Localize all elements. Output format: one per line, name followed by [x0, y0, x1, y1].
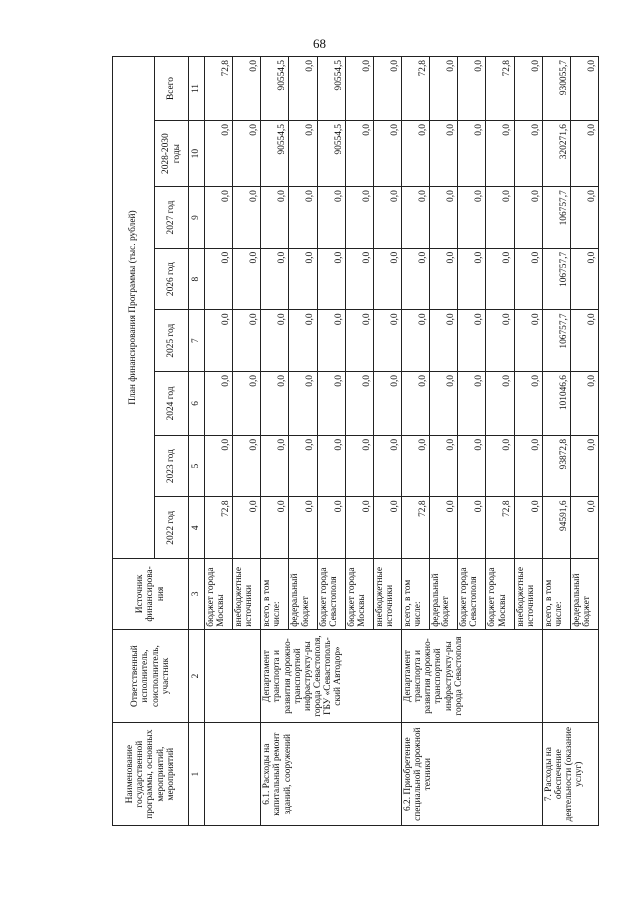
- funding-value: 0,0: [570, 187, 598, 249]
- funding-value: 0,0: [261, 497, 289, 559]
- activity-name: [205, 723, 261, 826]
- funding-value: 0,0: [430, 497, 458, 559]
- funding-value: 72,8: [486, 57, 514, 121]
- funding-value: 0,0: [317, 310, 345, 372]
- funding-value: 106757,7: [542, 310, 570, 372]
- responsible-executor: [205, 629, 261, 723]
- funding-source: бюджет города Севастополя: [458, 559, 486, 630]
- funding-value: 0,0: [401, 310, 429, 372]
- funding-value: 0,0: [373, 372, 401, 436]
- funding-value: 0,0: [458, 248, 486, 310]
- funding-value: 0,0: [317, 248, 345, 310]
- funding-value: 930055,7: [542, 57, 570, 121]
- table-row: [401, 57, 429, 826]
- responsible-executor: Департамент транспорта и развития дорожно-транспортной инфраструкту-ры города Севастополя, ГБУ «Севастополь-ский Автодор»: [261, 629, 402, 723]
- column-index: 9: [189, 187, 205, 249]
- funding-value: 0,0: [261, 372, 289, 436]
- header-year: 2028-2030 годы: [155, 121, 189, 187]
- funding-value: 0,0: [233, 57, 261, 121]
- funding-value: 72,8: [401, 497, 429, 559]
- funding-value: 0,0: [570, 497, 598, 559]
- table-row: [542, 57, 570, 826]
- funding-source: всего, в том числе:: [542, 559, 570, 630]
- funding-value: 0,0: [261, 435, 289, 497]
- header-year: 2026 год: [155, 248, 189, 310]
- funding-value: 0,0: [317, 435, 345, 497]
- funding-value: 0,0: [205, 435, 233, 497]
- header-name: Наименование государственной программы, основных мероприятий, мероприятий: [113, 723, 189, 826]
- column-index: 5: [189, 435, 205, 497]
- column-index: 11: [189, 57, 205, 121]
- funding-source: бюджет города Севастополя: [317, 559, 345, 630]
- funding-value: 0,0: [430, 310, 458, 372]
- funding-value: 0,0: [289, 57, 317, 121]
- funding-value: 0,0: [289, 187, 317, 249]
- header-year: 2027 год: [155, 187, 189, 249]
- funding-value: 0,0: [345, 121, 373, 187]
- funding-value: 90554,5: [261, 57, 289, 121]
- column-index: 6: [189, 372, 205, 436]
- funding-value: 0,0: [514, 187, 542, 249]
- column-index: 8: [189, 248, 205, 310]
- activity-name: 6.2. Приобретение специальной дорожной техники: [401, 723, 542, 826]
- funding-value: 72,8: [486, 497, 514, 559]
- column-index: 7: [189, 310, 205, 372]
- funding-value: 0,0: [233, 372, 261, 436]
- funding-value: 0,0: [458, 121, 486, 187]
- financing-plan-table: [112, 56, 599, 826]
- funding-value: 0,0: [430, 435, 458, 497]
- page-number: 68: [313, 36, 326, 51]
- funding-value: 0,0: [401, 248, 429, 310]
- funding-value: 0,0: [233, 435, 261, 497]
- funding-value: 0,0: [289, 248, 317, 310]
- funding-value: 0,0: [289, 435, 317, 497]
- funding-value: 0,0: [261, 248, 289, 310]
- responsible-executor: [542, 629, 598, 723]
- activity-name: 7. Расходы на обеспечение деятельности (оказание услуг): [542, 723, 598, 826]
- funding-value: 0,0: [345, 57, 373, 121]
- table-row: [261, 57, 289, 826]
- column-index: 4: [189, 497, 205, 559]
- funding-value: 0,0: [486, 372, 514, 436]
- funding-value: 0,0: [514, 57, 542, 121]
- funding-value: 0,0: [289, 121, 317, 187]
- funding-value: 0,0: [233, 248, 261, 310]
- funding-value: 0,0: [401, 435, 429, 497]
- funding-value: 0,0: [514, 372, 542, 436]
- funding-value: 0,0: [458, 497, 486, 559]
- column-index: 1: [189, 723, 205, 826]
- funding-value: 0,0: [486, 248, 514, 310]
- funding-value: 0,0: [401, 121, 429, 187]
- funding-value: 0,0: [373, 497, 401, 559]
- funding-value: 90554,5: [317, 57, 345, 121]
- funding-value: 0,0: [570, 57, 598, 121]
- funding-value: 94591,6: [542, 497, 570, 559]
- header-year: Всего: [155, 57, 189, 121]
- funding-source: бюджет города Москвы: [205, 559, 233, 630]
- funding-value: 0,0: [570, 121, 598, 187]
- funding-value: 0,0: [373, 248, 401, 310]
- funding-source: внебюджетные источники: [514, 559, 542, 630]
- funding-value: 0,0: [570, 310, 598, 372]
- funding-value: 93872,8: [542, 435, 570, 497]
- funding-value: 0,0: [458, 57, 486, 121]
- funding-value: 0,0: [373, 310, 401, 372]
- funding-value: 0,0: [486, 121, 514, 187]
- funding-value: 0,0: [458, 435, 486, 497]
- funding-value: 0,0: [458, 310, 486, 372]
- funding-value: 0,0: [430, 187, 458, 249]
- funding-value: 0,0: [205, 310, 233, 372]
- funding-value: 0,0: [514, 310, 542, 372]
- funding-value: 0,0: [373, 435, 401, 497]
- funding-value: 0,0: [205, 187, 233, 249]
- table-row: [205, 57, 233, 826]
- funding-source: федеральный бюджет: [430, 559, 458, 630]
- funding-source: бюджет города Москвы: [486, 559, 514, 630]
- funding-value: 72,8: [401, 57, 429, 121]
- funding-value: 0,0: [233, 121, 261, 187]
- funding-value: 0,0: [570, 435, 598, 497]
- funding-value: 0,0: [317, 187, 345, 249]
- funding-value: 0,0: [458, 187, 486, 249]
- header-source: Источник финансирова-ния: [113, 559, 189, 630]
- funding-source: федеральный бюджет: [289, 559, 317, 630]
- funding-value: 0,0: [458, 372, 486, 436]
- funding-value: 0,0: [373, 57, 401, 121]
- funding-value: 0,0: [486, 310, 514, 372]
- header-year: 2022 год: [155, 497, 189, 559]
- funding-value: 0,0: [289, 372, 317, 436]
- funding-value: 0,0: [373, 121, 401, 187]
- funding-value: 0,0: [430, 57, 458, 121]
- funding-value: 0,0: [345, 248, 373, 310]
- funding-value: 0,0: [486, 435, 514, 497]
- funding-value: 72,8: [205, 57, 233, 121]
- funding-value: 0,0: [205, 121, 233, 187]
- funding-value: 0,0: [514, 121, 542, 187]
- header-plan-title: План финансирования Программы (тыс. рублей): [113, 57, 155, 559]
- funding-value: 0,0: [345, 372, 373, 436]
- header-year: 2024 год: [155, 372, 189, 436]
- funding-value: 0,0: [514, 248, 542, 310]
- funding-value: 0,0: [261, 187, 289, 249]
- funding-value: 0,0: [345, 310, 373, 372]
- rotated-table-container: [112, 56, 599, 826]
- column-index: 2: [189, 629, 205, 723]
- funding-value: 0,0: [233, 187, 261, 249]
- responsible-executor: Департамент транспорта и развития дорожно-транспортной инфраструкту-ры города Севастополя: [401, 629, 542, 723]
- funding-source: бюджет города Москвы: [345, 559, 373, 630]
- funding-value: 0,0: [430, 372, 458, 436]
- funding-value: 0,0: [233, 497, 261, 559]
- funding-source: всего, в том числе:: [401, 559, 429, 630]
- funding-source: внебюджетные источники: [373, 559, 401, 630]
- column-index: 10: [189, 121, 205, 187]
- funding-value: 90554,5: [261, 121, 289, 187]
- funding-value: 0,0: [401, 372, 429, 436]
- funding-value: 0,0: [289, 497, 317, 559]
- funding-value: 0,0: [570, 372, 598, 436]
- funding-value: 90554,5: [317, 121, 345, 187]
- activity-name: 6.1. Расходы на капитальный ремонт зданий, сооружений: [261, 723, 402, 826]
- funding-value: 106757,7: [542, 187, 570, 249]
- header-year: 2025 год: [155, 310, 189, 372]
- header-responsible: Ответственный исполнитель, соисполнитель, участник: [113, 629, 189, 723]
- header-year: 2023 год: [155, 435, 189, 497]
- funding-value: 0,0: [373, 187, 401, 249]
- funding-value: 0,0: [205, 372, 233, 436]
- funding-value: 101046,6: [542, 372, 570, 436]
- funding-value: 0,0: [401, 187, 429, 249]
- column-index: 3: [189, 559, 205, 630]
- funding-source: федеральный бюджет: [570, 559, 598, 630]
- funding-value: 72,8: [205, 497, 233, 559]
- funding-value: 0,0: [317, 497, 345, 559]
- funding-value: 320271,6: [542, 121, 570, 187]
- funding-value: 0,0: [317, 372, 345, 436]
- funding-value: 0,0: [345, 497, 373, 559]
- funding-value: 106757,7: [542, 248, 570, 310]
- funding-value: 0,0: [289, 310, 317, 372]
- funding-source: всего, в том числе:: [261, 559, 289, 630]
- funding-value: 0,0: [345, 435, 373, 497]
- funding-value: 0,0: [261, 310, 289, 372]
- funding-value: 0,0: [514, 497, 542, 559]
- funding-source: внебюджетные источники: [233, 559, 261, 630]
- funding-value: 0,0: [430, 248, 458, 310]
- funding-value: 0,0: [514, 435, 542, 497]
- funding-value: 0,0: [233, 310, 261, 372]
- funding-value: 0,0: [345, 187, 373, 249]
- funding-value: 0,0: [430, 121, 458, 187]
- funding-value: 0,0: [570, 248, 598, 310]
- funding-value: 0,0: [205, 248, 233, 310]
- funding-value: 0,0: [486, 187, 514, 249]
